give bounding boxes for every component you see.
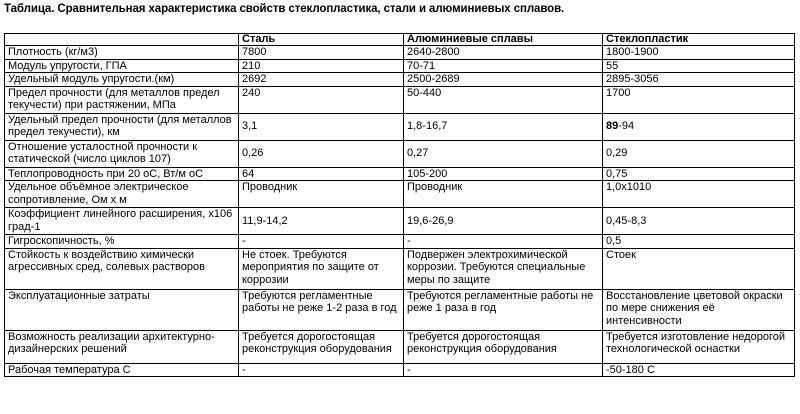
fiberglass-value-rest: -94	[618, 120, 635, 133]
cell-steel: Требуется дорогостоящая реконструкция оборудования	[239, 330, 404, 363]
cell-steel: -	[239, 363, 404, 377]
cell-steel: 64	[239, 167, 404, 181]
cell-steel: 0,26	[239, 140, 404, 167]
cell-aluminum: -	[404, 235, 603, 249]
cell-fiberglass: Стоек	[603, 248, 795, 289]
cell-steel: 240	[239, 86, 404, 113]
cell-steel: Требуются регламентные работы не реже 1-2 раза в год	[239, 289, 404, 330]
header-cell-steel: Сталь	[239, 34, 404, 46]
cell-fiberglass: 0,29	[603, 140, 795, 167]
cell-fiberglass: Восстановление цветовой окраски по мере снижения её интенсивности	[603, 289, 795, 330]
cell-aluminum: 1,8-16,7	[404, 113, 603, 140]
cell-property: Рабочая температура С	[5, 363, 239, 377]
cell-steel: 11,9-14,2	[239, 208, 404, 235]
table-caption: Таблица. Сравнительная характеристика свойств стеклопластика, стали и алюминиевых сплавов.	[4, 3, 565, 15]
table-row	[5, 363, 795, 377]
cell-steel: -	[239, 235, 404, 249]
cell-steel: 210	[239, 59, 404, 73]
header-cell-property	[5, 34, 239, 46]
cell-property: Удельный предел прочности (для металлов предел текучести), км	[5, 113, 239, 140]
cell-aluminum: Проводник	[404, 181, 603, 208]
table-row	[5, 330, 795, 363]
cell-fiberglass: 0,5	[603, 235, 795, 249]
cell-property: Эксплуатационные затраты	[5, 289, 239, 330]
cell-fiberglass: 1800-1900	[603, 46, 795, 60]
header-cell-aluminum: Алюминиевые сплавы	[404, 34, 603, 46]
cell-aluminum: 70-71	[404, 59, 603, 73]
cell-property: Плотность (кг/м3)	[5, 46, 239, 60]
table-row	[5, 248, 795, 289]
cell-aluminum: 0,27	[404, 140, 603, 167]
table-row	[5, 113, 795, 140]
table-row	[5, 167, 795, 181]
cell-fiberglass: -50-180 С	[603, 363, 795, 377]
cell-aluminum: 105-200	[404, 167, 603, 181]
table-row	[5, 289, 795, 330]
cell-property: Гигроскопичность, %	[5, 235, 239, 249]
cell-property: Отношение усталостной прочности к статической (число циклов 107)	[5, 140, 239, 167]
cell-fiberglass: Требуется изготовление недорогой технологической оснастки	[603, 330, 795, 363]
table-header-row	[5, 34, 795, 46]
cell-property: Коэффициент линейного расширения, х106 град-1	[5, 208, 239, 235]
table-row	[5, 181, 795, 208]
cell-aluminum: 2500-2689	[404, 73, 603, 87]
cell-property: Предел прочности (для металлов предел текучести) при растяжении, МПа	[5, 86, 239, 113]
cell-fiberglass: 0,75	[603, 167, 795, 181]
cell-aluminum: Требуется дорогостоящая реконструкция оборудования	[404, 330, 603, 363]
cell-fiberglass: 1700	[603, 86, 795, 113]
cell-aluminum: Требуются регламентные работы не реже 1 раза в год	[404, 289, 603, 330]
table-row	[5, 86, 795, 113]
table-row	[5, 73, 795, 87]
cell-property: Удельное объёмное электрическое сопротивление, Ом х м	[5, 181, 239, 208]
cell-fiberglass	[603, 113, 795, 140]
cell-fiberglass: 1,0х1010	[603, 181, 795, 208]
cell-property: Теплопроводность при 20 оС, Вт/м оС	[5, 167, 239, 181]
cell-steel: Не стоек. Требуются мероприятия по защите от коррозии	[239, 248, 404, 289]
cell-aluminum: 50-440	[404, 86, 603, 113]
table-row	[5, 235, 795, 249]
table-row	[5, 140, 795, 167]
cell-fiberglass: 2895-3056	[603, 73, 795, 87]
header-cell-fiberglass: Стеклопластик	[603, 34, 795, 46]
cell-aluminum: 2640-2800	[404, 46, 603, 60]
cell-property: Стойкость к воздействию химически агрессивных сред, солевых растворов	[5, 248, 239, 289]
table-row	[5, 208, 795, 235]
cell-property: Удельный модуль упругости.(км)	[5, 73, 239, 87]
cell-aluminum: Подвержен электрохимической коррозии. Требуются специальные меры по защите	[404, 248, 603, 289]
cell-aluminum: 19,6-26,9	[404, 208, 603, 235]
cell-fiberglass: 0,45-8,3	[603, 208, 795, 235]
fiberglass-bold-value: 89	[606, 120, 619, 133]
cell-steel: 7800	[239, 46, 404, 60]
comparison-table	[4, 33, 795, 377]
table-row	[5, 59, 795, 73]
cell-steel: Проводник	[239, 181, 404, 208]
cell-fiberglass: 55	[603, 59, 795, 73]
cell-steel: 2692	[239, 73, 404, 87]
cell-property: Возможность реализации архитектурно-дизайнерских решений	[5, 330, 239, 363]
cell-aluminum: -	[404, 363, 603, 377]
table-row	[5, 46, 795, 60]
cell-property: Модуль упругости, ГПА	[5, 59, 239, 73]
cell-steel: 3,1	[239, 113, 404, 140]
